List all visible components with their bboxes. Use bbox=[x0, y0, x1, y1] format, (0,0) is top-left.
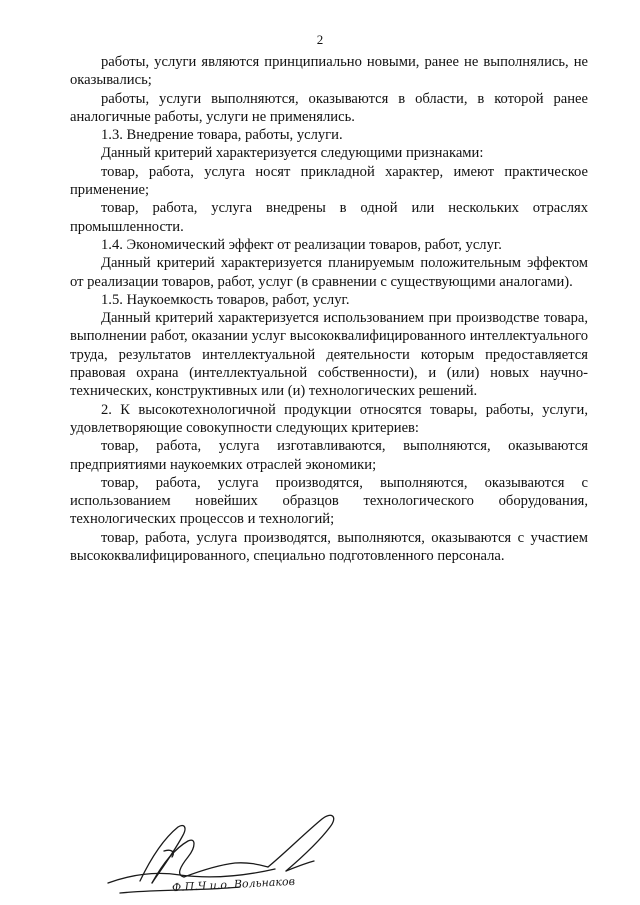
paragraph: товар, работа, услуга внедрены в одной или нескольких отраслях промышленности. bbox=[70, 200, 588, 235]
paragraph: Данный критерий характеризуется планируемым положительным эффектом от реализации товаров, работ, услуг (в сравнении с существующими аналогами). bbox=[70, 255, 588, 290]
section-heading: 1.5. Наукоемкость товаров, работ, услуг. bbox=[101, 291, 350, 308]
signature-note: Ф.П.Ч и.о. Вольнаков bbox=[171, 874, 296, 895]
paragraph: работы, услуги являются принципиально новыми, ранее не выполнялись, не оказывались; bbox=[70, 54, 588, 89]
paragraph: работы, услуги выполняются, оказываются в области, в которой ранее аналогичные работы, услуги не применялись. bbox=[70, 90, 588, 125]
paragraph: Данный критерий характеризуется использованием при производстве товара, выполнении работ, оказании услуг высококвалифицированного интеллектуального труда, результатов интеллектуальной деятельности которым предоставляется правовая охрана (интеллектуальной собственности), и (или) новых научно-технических, конструктивных или (и) технологических решений. bbox=[70, 310, 588, 400]
paragraph: товар, работа, услуга изготавливаются, выполняются, оказываются предприятиями наукоемких отраслей экономики; bbox=[70, 438, 588, 473]
section-heading: 1.3. Внедрение товара, работы, услуги. bbox=[101, 127, 343, 144]
document-body bbox=[70, 53, 588, 565]
section-heading: 1.4. Экономический эффект от реализации товаров, работ, услуг. bbox=[101, 236, 502, 253]
paragraph: Данный критерий характеризуется следующими признаками: bbox=[101, 145, 484, 162]
paragraph: товар, работа, услуга производятся, выполняются, оказываются с участием высококвалифицированного, специально подготовленного персонала. bbox=[70, 529, 588, 565]
page-number: 2 bbox=[316, 32, 324, 47]
paragraph: товар, работа, услуга носят прикладной характер, имеют практическое применение; bbox=[70, 163, 588, 199]
paragraph: товар, работа, услуга производятся, выполняются, оказываются с использованием новейших образцов технологического оборудования, технологических процессов и технологий; bbox=[70, 474, 588, 528]
paragraph: 2. К высокотехнологичной продукции относятся товары, работы, услуги, удовлетворяющие совокупности следующих критериев: bbox=[70, 401, 588, 436]
